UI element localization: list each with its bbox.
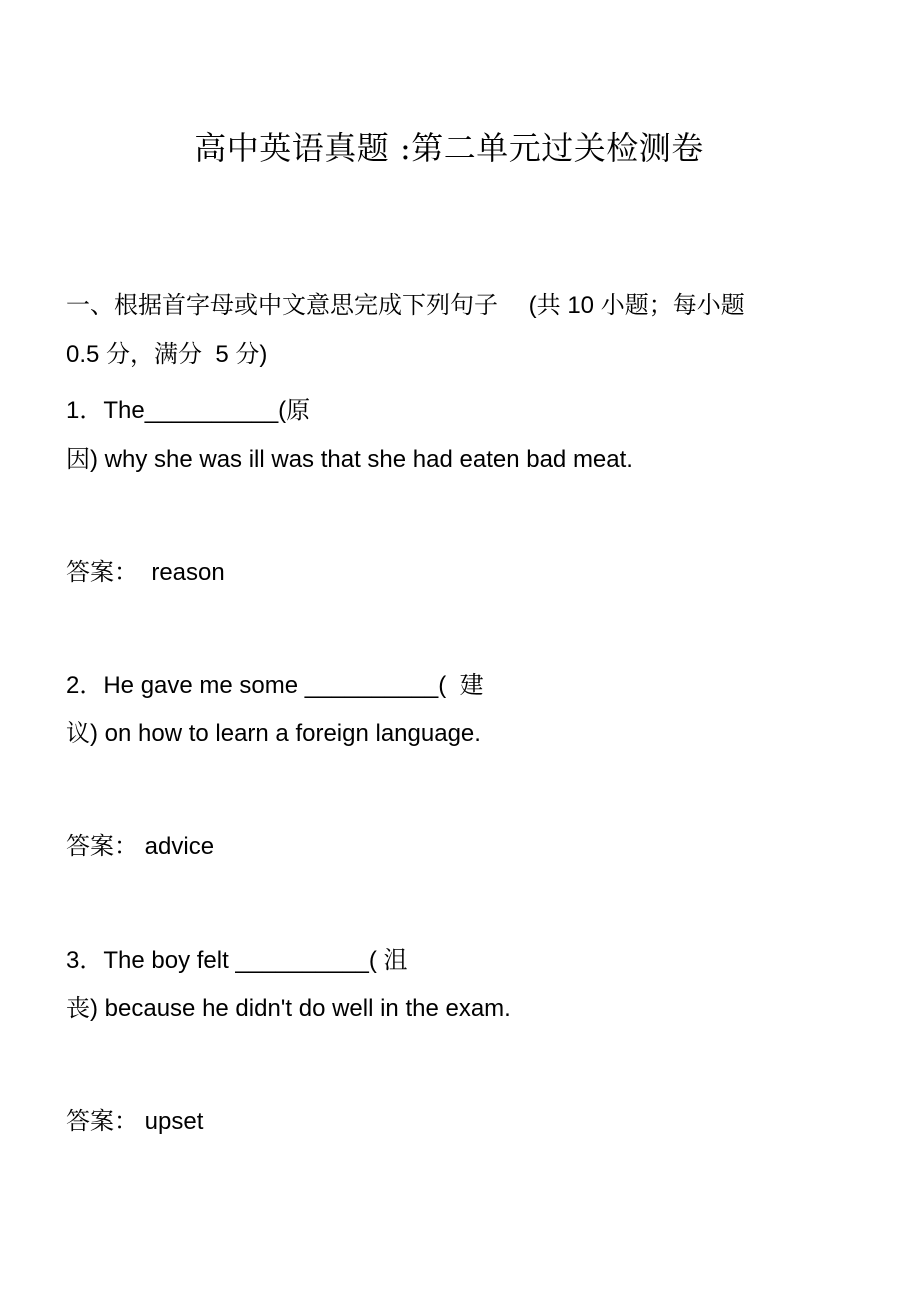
question-2-line-1: 2．He gave me some __________( 建 bbox=[66, 672, 484, 699]
question-2-answer: 答案： advice bbox=[66, 833, 215, 860]
question-3-line-1: 3．The boy felt __________( 沮 bbox=[66, 947, 408, 974]
question-1-line-2: 因) why she was ill was that she had eaten bad meat. bbox=[66, 446, 633, 473]
page-title: 高中英语真题 :第二单元过关检测卷 bbox=[194, 129, 704, 167]
section-heading-line-2: 0.5 分，满分 5 分) bbox=[66, 341, 268, 368]
question-1-answer: 答案： reason bbox=[66, 559, 225, 586]
question-3-answer: 答案： upset bbox=[66, 1108, 204, 1135]
question-1-line-1: 1．The__________(原 bbox=[66, 397, 311, 424]
section-heading-line-1: 一、根据首字母或中文意思完成下列句子 (共 10 小题；每小题 bbox=[66, 292, 745, 319]
question-3-line-2: 丧) because he didn't do well in the exam. bbox=[66, 995, 511, 1022]
question-2-line-2: 议) on how to learn a foreign language. bbox=[66, 720, 481, 747]
